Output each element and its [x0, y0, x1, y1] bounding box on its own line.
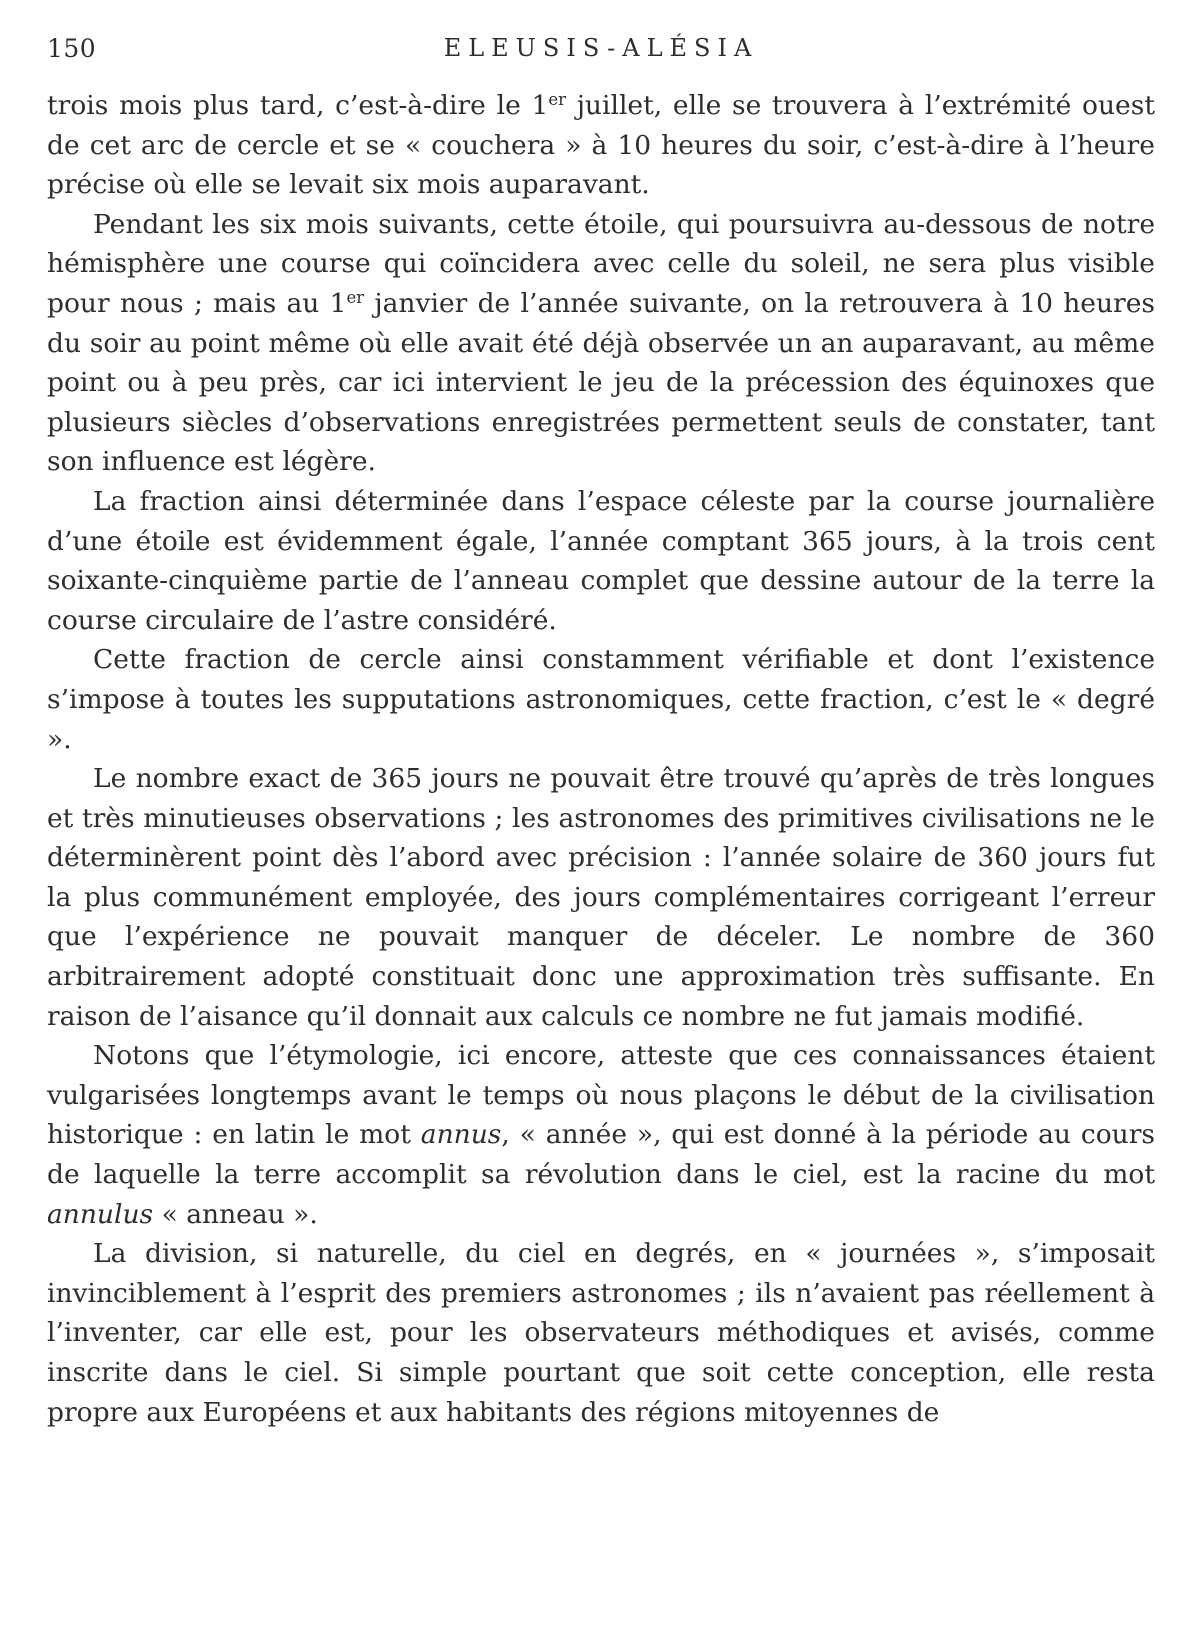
text-run: Notons que l’étymologie, ici encore, atteste que ces connaissances étaient vulgarisées longtemps avant le temps où nous plaçons le début de la civilisation historique : en latin le mot [47, 1040, 1155, 1151]
paragraph [47, 482, 1155, 640]
running-title: ELEUSIS-ALÉSIA [443, 34, 759, 62]
book-page [47, 30, 1155, 1432]
text-run: La division, si naturelle, du ciel en degrés, en « journées », s’imposait invinciblement à l’esprit des premiers astronomes ; ils n’avaient pas réellement à l’inventer, car elle est, pour les observateurs méthodiques et avisés, comme inscrite dans le ciel. Si simple pourtant que soit cette conception, elle resta propre aux Européens et aux habitants des régions mitoyennes de [47, 1238, 1155, 1428]
text-run: Cette fraction de cercle ainsi constamment vérifiable et dont l’existence s’impose à toutes les supputations astronomiques, cette fraction, c’est le « degré ». [47, 644, 1155, 755]
paragraph [47, 1036, 1155, 1234]
paragraph [47, 205, 1155, 482]
text-run: Pendant les six mois suivants, cette étoile, qui poursuivra au-dessous de notre hémisphère une course qui coïncidera avec celle du soleil, ne sera plus visible pour nous ; mais au 1 [47, 208, 1155, 319]
text-run: Le nombre exact de 365 jours ne pouvait être trouvé qu’après de très longues et très minutieuses observations ; les astronomes des primitives civilisations ne le déterminèrent point dès l’abord avec précision : l’année solaire de 360 jours fut la plus communément employée, des jours complémentaires corrigeant l’erreur que l’expérience ne pouvait manquer de déceler. Le nombre de 360 arbitrairement adopté constituait donc une approximation très suffisante. En raison de l’aisance qu’il donnait aux calculs ce nombre ne fut jamais modifié. [47, 763, 1155, 1032]
page-number: 150 [47, 34, 97, 63]
superscript: er [548, 89, 566, 109]
text-run: trois mois plus tard, c’est-à-dire le 1 [47, 90, 549, 121]
italic-term: annulus [47, 1198, 154, 1230]
text-run: juillet, elle se trouvera à l’extrémité ouest de cet arc de cercle et se « couchera » à 10 heures du soir, c’est-à-dire à l’heure précise où elle se levait six mois auparavant. [47, 90, 1155, 201]
text-run: La fraction ainsi déterminée dans l’espace céleste par la course journalière d’une étoile est évidemment égale, l’année comptant 365 jours, à la trois cent soixante-cinquième partie de l’anneau complet que dessine autour de la terre la course circulaire de l’astre considéré. [47, 485, 1155, 636]
superscript: er [346, 287, 365, 307]
paragraph [47, 86, 1155, 205]
text-run: , « année », qui est donné à la période au cours de laquelle la terre accomplit sa révolution dans le ciel, est la racine du mot [47, 1119, 1155, 1191]
paragraph [47, 640, 1155, 759]
text-run: « anneau ». [153, 1198, 318, 1230]
paragraph [47, 759, 1155, 1036]
italic-term: annus [420, 1119, 502, 1151]
text-run: janvier de l’année suivante, on la retrouvera à 10 heures du soir au point même où elle avait été déjà observée un an auparavant, au même point ou à peu près, car ici intervient le jeu de la précession des équinoxes que plusieurs siècles d’observations enregistrées permettent seuls de constater, tant son influence est légère. [47, 287, 1155, 478]
page-header [47, 30, 1155, 78]
body-text [47, 86, 1155, 1432]
paragraph [47, 1234, 1155, 1432]
